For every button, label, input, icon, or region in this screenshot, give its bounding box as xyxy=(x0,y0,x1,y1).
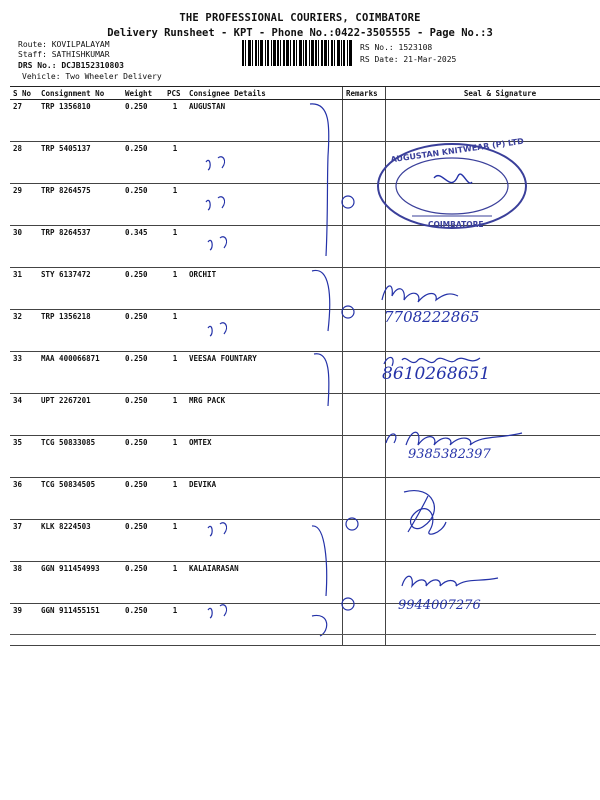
cell-consignment-no: TRP 8264537 xyxy=(38,226,122,268)
remarks-bracket-marks xyxy=(300,96,370,641)
cell-consignee: ORCHIT xyxy=(186,268,343,310)
cell-weight: 0.250 xyxy=(122,352,164,394)
cell-pcs: 1 xyxy=(164,436,186,478)
handwritten-phone-row39: 9944007276 xyxy=(398,598,481,613)
staff-label: Staff: SATHISHKUMAR xyxy=(18,50,110,59)
cell-consignment-no: MAA 400066871 xyxy=(38,352,122,394)
rs-date: RS Date: 21-Mar-2025 xyxy=(360,55,457,64)
handwritten-phone-row36: 9385382397 xyxy=(408,447,491,462)
vehicle-label: Vehicle: Two Wheeler Delivery xyxy=(22,72,162,81)
cell-consignment-no: TCG 50834505 xyxy=(38,478,122,520)
cell-pcs: 1 xyxy=(164,520,186,562)
cell-pcs: 1 xyxy=(164,100,186,142)
cell-pcs: 1 xyxy=(164,478,186,520)
signature-row38 xyxy=(398,568,508,592)
rs-number: RS No.: 1523108 xyxy=(360,43,433,52)
cell-pcs: 1 xyxy=(164,562,186,604)
cell-weight: 0.250 xyxy=(122,100,164,142)
cell-consignment-no: GGN 911454993 xyxy=(38,562,122,604)
cell-sno: 38 xyxy=(10,562,38,604)
cell-sno: 34 xyxy=(10,394,38,436)
cell-weight: 0.250 xyxy=(122,142,164,184)
cell-consignment-no: TRP 1356810 xyxy=(38,100,122,142)
cell-weight: 0.250 xyxy=(122,604,164,646)
cell-consignment-no: TRP 8264575 xyxy=(38,184,122,226)
col-header-remarks: Remarks xyxy=(343,87,386,100)
cell-consignee: KALAIARASAN xyxy=(186,562,343,604)
barcode-icon xyxy=(242,40,352,66)
handwritten-phone-row32: 7708222865 xyxy=(384,308,480,326)
cell-weight: 0.250 xyxy=(122,478,164,520)
signature-row37 xyxy=(394,482,454,542)
cell-signature xyxy=(386,100,600,142)
cell-weight: 0.250 xyxy=(122,310,164,352)
cell-weight: 0.250 xyxy=(122,520,164,562)
cell-weight: 0.250 xyxy=(122,562,164,604)
table-bottom-line xyxy=(10,634,596,635)
route-label: Route: KOVILPALAYAM xyxy=(18,40,110,49)
cell-consignee: VEESAA FOUNTARY xyxy=(186,352,343,394)
consignee-tick-marks xyxy=(200,150,240,630)
cell-consignment-no: STY 6137472 xyxy=(38,268,122,310)
cell-sno: 27 xyxy=(10,100,38,142)
cell-sno: 35 xyxy=(10,436,38,478)
cell-sno: 37 xyxy=(10,520,38,562)
cell-weight: 0.250 xyxy=(122,436,164,478)
cell-pcs: 1 xyxy=(164,604,186,646)
cell-sno: 29 xyxy=(10,184,38,226)
cell-sno: 33 xyxy=(10,352,38,394)
cell-weight: 0.345 xyxy=(122,226,164,268)
cell-pcs: 1 xyxy=(164,142,186,184)
col-header-sno: S No xyxy=(10,87,38,100)
cell-weight: 0.250 xyxy=(122,268,164,310)
cell-consignee: DEVIKA xyxy=(186,478,343,520)
cell-consignment-no: TRP 5405137 xyxy=(38,142,122,184)
col-header-consignee: Consignee Details xyxy=(186,87,343,100)
document-title: THE PROFESSIONAL COURIERS, COIMBATORE xyxy=(179,12,421,24)
cell-sno: 39 xyxy=(10,604,38,646)
cell-consignment-no: GGN 911455151 xyxy=(38,604,122,646)
cell-sno: 32 xyxy=(10,310,38,352)
cell-consignee: MRG PACK xyxy=(186,394,343,436)
cell-weight: 0.250 xyxy=(122,184,164,226)
cell-pcs: 1 xyxy=(164,268,186,310)
col-header-weight: Weight xyxy=(122,87,164,100)
cell-consignee: OMTEX xyxy=(186,436,343,478)
cell-sno: 36 xyxy=(10,478,38,520)
stamp-bottom-text: COIMBATORE xyxy=(428,220,484,229)
cell-consignment-no: TRP 1356218 xyxy=(38,310,122,352)
cell-pcs: 1 xyxy=(164,394,186,436)
col-header-pcs: PCS xyxy=(164,87,186,100)
signature-row31 xyxy=(378,278,468,308)
cell-pcs: 1 xyxy=(164,184,186,226)
cell-pcs: 1 xyxy=(164,310,186,352)
col-header-consignment: Consignment No xyxy=(38,87,122,100)
cell-sno: 30 xyxy=(10,226,38,268)
drs-label: DRS No.: DCJB152310803 xyxy=(18,61,124,70)
stamp-top-text: AUGUSTAN KNITWEAR (P) LTD xyxy=(390,136,525,165)
cell-consignment-no: TCG 50833085 xyxy=(38,436,122,478)
document-subtitle: Delivery Runsheet - KPT - Phone No.:0422-3505555 - Page No.:3 xyxy=(107,27,493,39)
col-header-signature: Seal & Signature xyxy=(386,87,600,100)
cell-consignment-no: UPT 2267201 xyxy=(38,394,122,436)
cell-pcs: 1 xyxy=(164,226,186,268)
cell-sno: 28 xyxy=(10,142,38,184)
cell-pcs: 1 xyxy=(164,352,186,394)
cell-sno: 31 xyxy=(10,268,38,310)
cell-consignee: AUGUSTAN xyxy=(186,100,343,142)
handwritten-phone-row33: 8610268651 xyxy=(382,364,491,384)
cell-consignment-no: KLK 8224503 xyxy=(38,520,122,562)
cell-weight: 0.250 xyxy=(122,394,164,436)
